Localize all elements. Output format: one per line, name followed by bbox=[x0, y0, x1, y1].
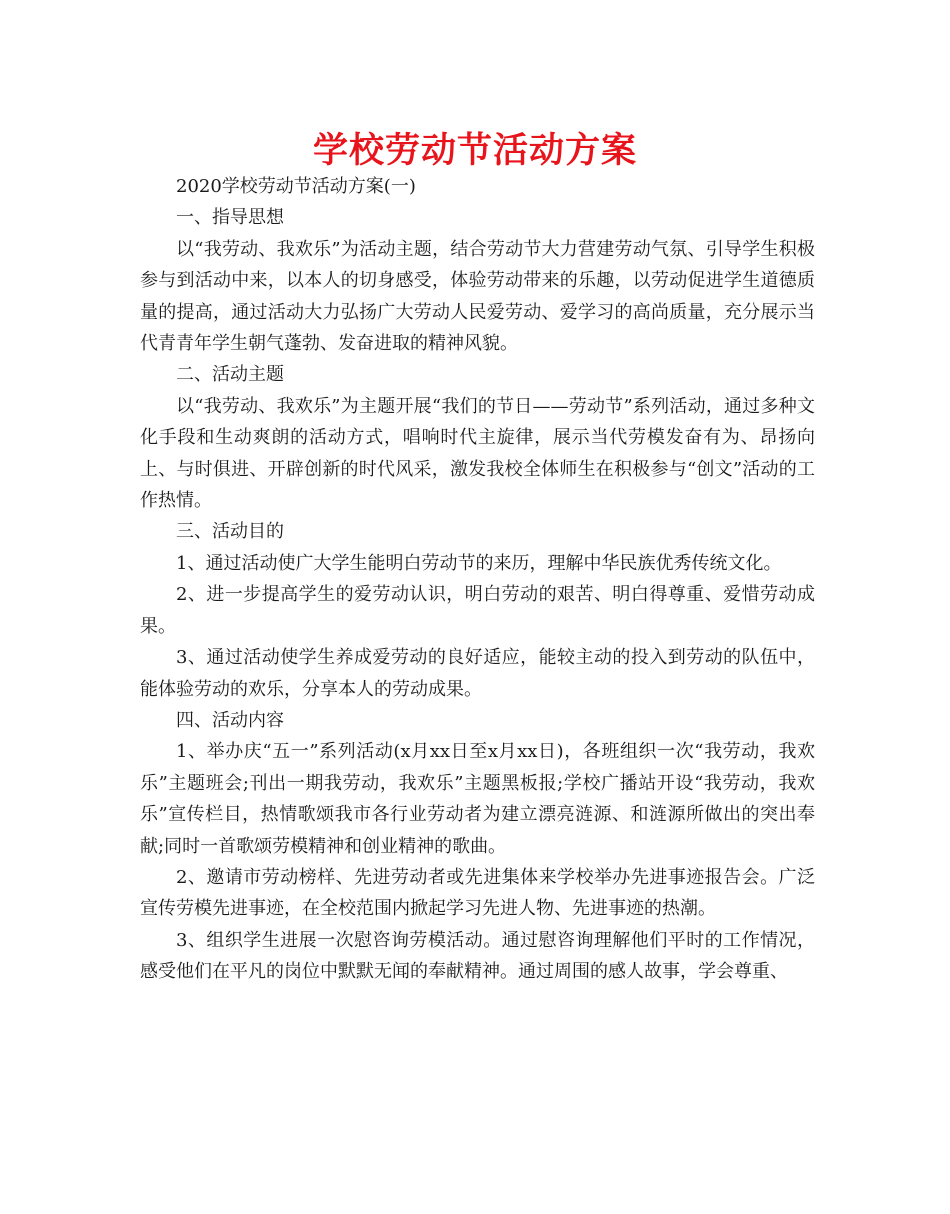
body-paragraph: 以“我劳动、我欢乐”为主题开展“我们的节日——劳动节”系列活动，通过多种文化手段和生动爽朗的活动方式，唱响时代主旋律，展示当代劳模发奋有为、昂扬向上、与时俱进、开辟创新的时代风采，激发我校全体师生在积极参与“创文”活动的工作热情。 bbox=[140, 395, 815, 512]
list-item-paragraph: 1、通过活动使广大学生能明白劳动节的来历，理解中华民族优秀传统文化。 bbox=[176, 552, 782, 574]
section-heading-activity-content: 四、活动内容 bbox=[176, 709, 284, 731]
section-heading-guiding-ideology: 一、指导思想 bbox=[176, 207, 284, 229]
list-item-paragraph: 2、邀请市劳动榜样、先进劳动者或先进集体来学校举办先进事迹报告会。广泛宣传劳模先进事迹，在全校范围内掀起学习先进人物、先进事迹的热潮。 bbox=[140, 866, 815, 920]
section-heading-activity-theme: 二、活动主题 bbox=[176, 364, 284, 386]
section-heading-activity-purpose: 三、活动目的 bbox=[176, 521, 284, 543]
document-body bbox=[140, 171, 815, 988]
body-paragraph: 以“我劳动、我欢乐”为活动主题，结合劳动节大力营建劳动气氛、引导学生积极参与到活动中来，以本人的切身感受，体验劳动带来的乐趣，以劳动促进学生道德质量的提高，通过活动大力弘扬广大劳动人民爱劳动、爱学习的高尚质量，充分展示当代青青年学生朝气蓬勃、发奋进取的精神风貌。 bbox=[140, 238, 815, 355]
page-title: 学校劳动节活动方案 bbox=[312, 131, 637, 171]
list-item-paragraph: 2、进一步提高学生的爱劳动认识，明白劳动的艰苦、明白得尊重、爱惜劳动成果。 bbox=[140, 584, 815, 637]
list-item-paragraph: 1、举办庆“五一”系列活动(x月xx日至x月xx日)，各班组织一次“我劳动，我欢乐”主题班会;刊出一期我劳动，我欢乐”主题黑板报;学校广播站开设“我劳动，我欢乐”宣传栏目，热情歌颂我市各行业劳动者为建立漂亮涟源、和涟源所做出的突出奉献;同时一首歌颂劳模精神和创业精神的歌曲。 bbox=[140, 741, 815, 857]
subtitle-paragraph: 2020学校劳动节活动方案(一) bbox=[176, 176, 416, 197]
list-item-paragraph: 3、组织学生进展一次慰咨询劳模活动。通过慰咨询理解他们平时的工作情况，感受他们在平凡的岗位中默默无闻的奉献精神。通过周围的感人故事，学会尊重、 bbox=[140, 929, 815, 983]
list-item-paragraph: 3、通过活动使学生养成爱劳动的良好适应，能较主动的投入到劳动的队伍中，能体验劳动的欢乐，分享本人的劳动成果。 bbox=[140, 647, 815, 700]
